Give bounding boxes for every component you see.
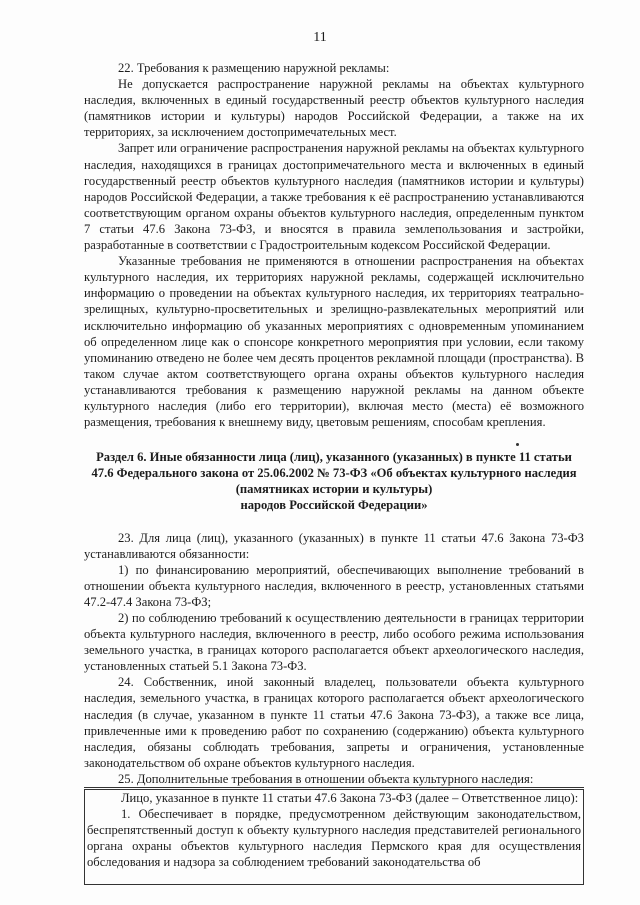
boxed-paragraph-intro: Лицо, указанное в пункте 11 статьи 47.6 Закона 73-ФЗ (далее – Ответственное лицо): — [121, 791, 579, 806]
boxed-text-block — [84, 789, 584, 885]
paragraph-22-3: Указанные требования не применяются в отношении распространения на объектах культурного наследия, их территориях наружной рекламы, содержащей исключительно информацию о проведении на объектах культурного наследия, их территориях театрально-зрелищных, культурно-просветительных и зрелищно-развлекательных мероприятий или исключительно информацию об указанных мероприятиях с одновременным упоминанием об определенном лице как о спонсоре конкретного мероприятия при условии, если такому упоминанию отведено не более чем десять процентов рекламной площади (пространства). В таком случае актом соответствующего органа охраны объектов культурного наследия устанавливаются требования к размещению наружной рекламы на данном объекте культурного наследия (либо его территории), включая место (места) её возможного размещения, требования к внешнему виду, цветовым решениям, способам крепления. — [84, 254, 584, 430]
scan-dot-mark — [516, 443, 519, 446]
paragraph-22-title: 22. Требования к размещению наружной рекламы: — [118, 61, 390, 75]
section-6-heading-line-2: народов Российской Федерации» — [240, 498, 428, 513]
paragraph-24: 24. Собственник, иной законный владелец, пользователи объекта культурного наследия, земельного участка, в границах которого располагается объект археологического наследия (в случае, указанном в пункте 11 статьи 47.6 Закона 73-ФЗ), а также все лица, привлеченные ими к проведению работ по сохранению (содержанию) объекта культурного наследия, обязаны соблюдать требования, запреты и ограничения, установленные законодательством об охране объектов культурного наследия. — [84, 675, 584, 770]
section-6-heading-line-1: Раздел 6. Иные обязанности лица (лиц), указанного (указанных) в пункте 11 статьи 47.6 Федерального закона от 25.06.2002 № 73-ФЗ «Об объектах культурного наследия (памятниках истории и культуры) — [91, 450, 577, 497]
paragraph-22-2: Запрет или ограничение распространения наружной рекламы на объектах культурного наследия, находящихся в границах достопримечательного места и включенных в единый государственный реестр объектов культурного наследия (памятников истории и культуры) народов Российской Федерации, а также требования к её распространению устанавливаются соответствующим органом охраны объектов культурного наследия, определенным пунктом 7 статьи 47.6 Закона 73-ФЗ, и вносятся в правила землепользования и застройки, разработанные в соответствии с Градостроительным кодексом Российской Федерации. — [84, 141, 584, 253]
page-number: 11 — [313, 30, 327, 45]
section-6-heading — [84, 449, 584, 513]
paragraph-22-1: Не допускается распространение наружной рекламы на объектах культурного наследия, включенных в единый государственный реестр объектов культурного наследия (памятников истории и культуры) народов Российской Федерации, а также на их территориях, за исключением достопримечательных мест. — [84, 77, 584, 140]
paragraph-25: 25. Дополнительные требования в отношении объекта культурного наследия: — [84, 771, 584, 788]
paragraph-23: 23. Для лица (лиц), указанного (указанных) в пункте 11 статьи 47.6 Закона 73-ФЗ устанавливаются обязанности: — [84, 530, 584, 561]
paragraph-23-item-1: 1) по финансированию мероприятий, обеспечивающих выполнение требований в отношении объекта культурного наследия, включенного в реестр, установленных статьями 47.2-47.4 Закона 73-ФЗ; — [84, 562, 584, 609]
document-body — [84, 60, 584, 885]
boxed-paragraph-1: 1. Обеспечивает в порядке, предусмотренном действующим законодательством, беспрепятственный доступ к объекту культурного наследия представителей регионального органа охраны объектов культурного наследия Пермского края для осуществления обследования и надзора за соблюдением требований законодательства об — [87, 807, 581, 870]
paragraph-23-item-2: 2) по соблюдению требований к осуществлению деятельности в границах территории объекта культурного наследия, включенного в реестр, либо особого режима использования земельного участка, в границах которого располагается объект археологического наследия, установленных статьей 5.1 Закона 73-ФЗ. — [84, 611, 584, 674]
